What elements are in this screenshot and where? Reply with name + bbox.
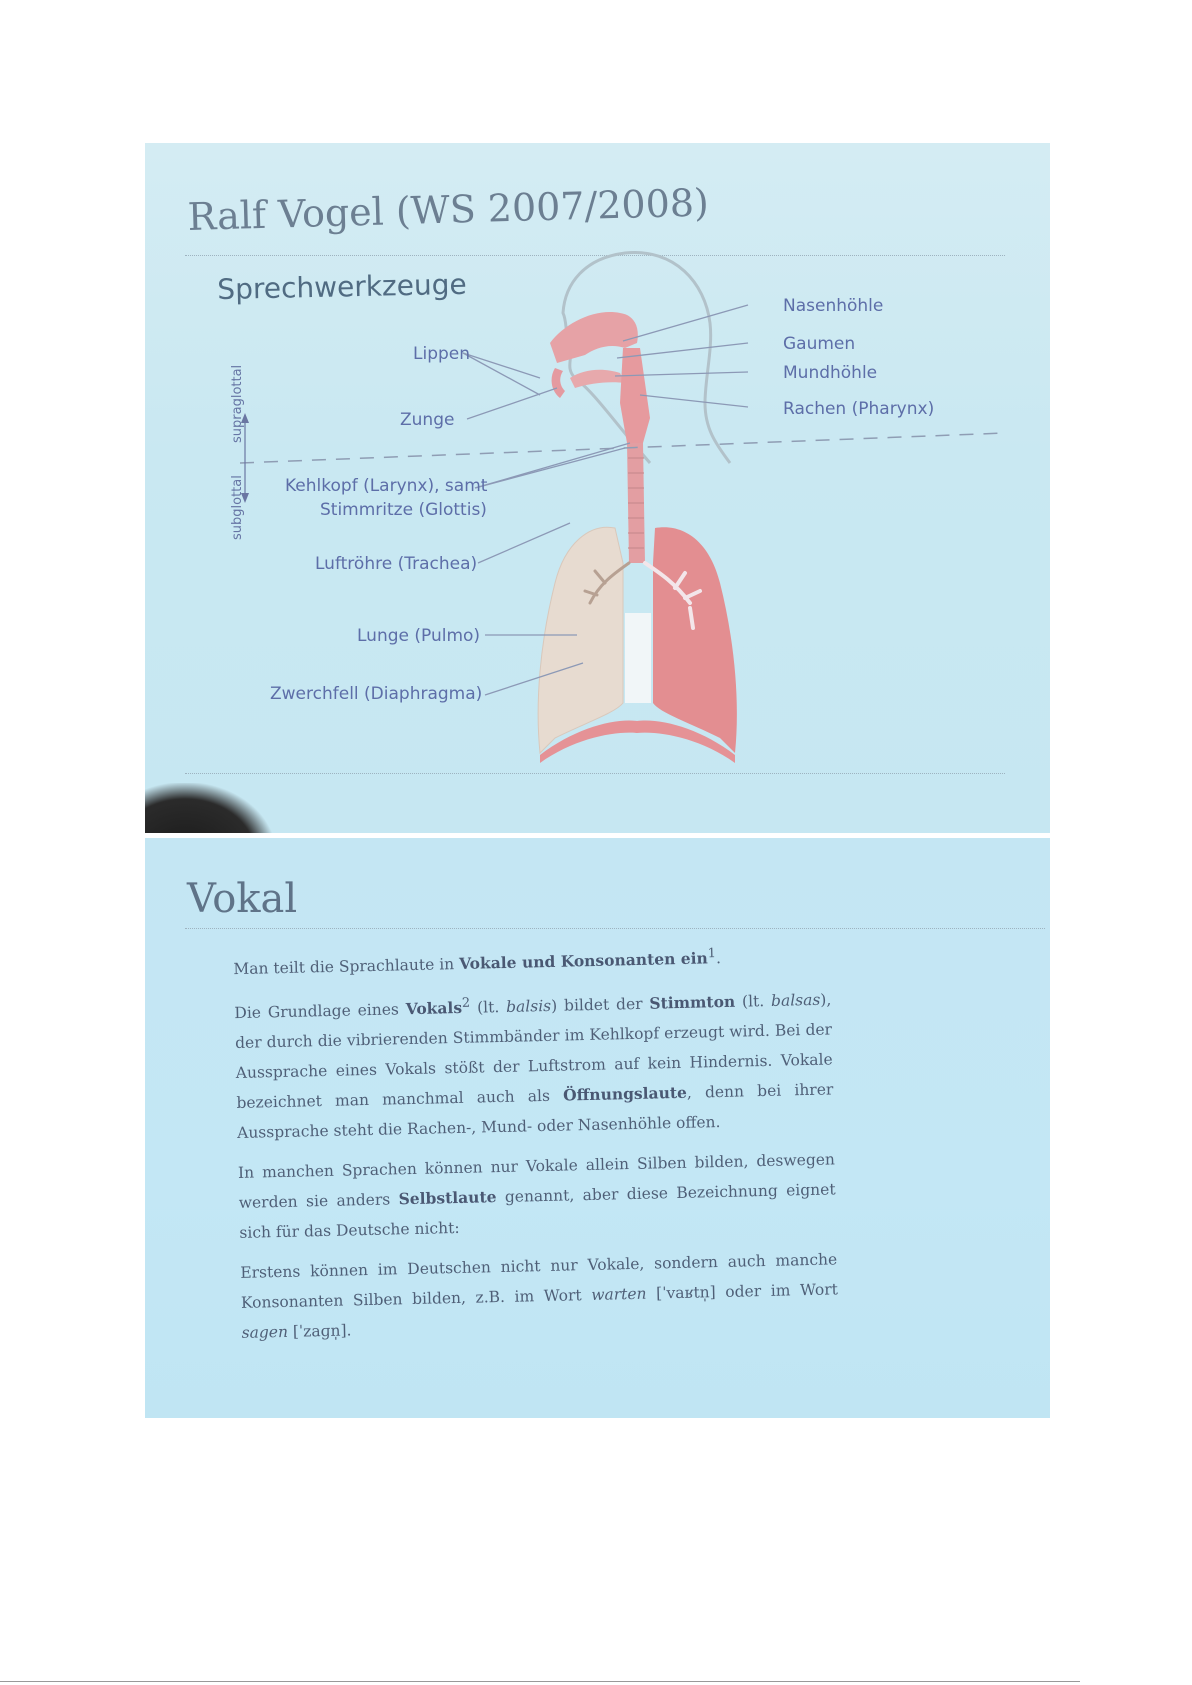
lips xyxy=(552,368,565,398)
footer-divider xyxy=(185,773,1005,774)
label-lippen: Lippen xyxy=(413,344,471,364)
paragraph-4: Erstens können im Deutschen nicht nur Vokale, sondern auch manche Konsonanten Silben bilden, z.B. im Wort warten [ˈvaʁtn̩] oder im Wort sagen [ˈzaɡn̩]. xyxy=(240,1250,839,1343)
label-gaumen: Gaumen xyxy=(783,334,856,354)
page-footer-rule xyxy=(0,1681,1080,1682)
label-kehlkopf: Kehlkopf (Larynx), samt xyxy=(285,476,488,496)
slide-body xyxy=(233,936,839,1358)
paragraph-1: Man teilt die Sprachlaute in Vokale und Konsonanten ein$^1$. xyxy=(233,946,722,979)
audience-head xyxy=(145,783,275,833)
label-lunge: Lunge (Pulmo) xyxy=(357,626,481,646)
label-luftroehre: Luftröhre (Trachea) xyxy=(315,554,478,574)
title-divider xyxy=(185,928,1045,929)
label-stimmritze: Stimmritze (Glottis) xyxy=(320,500,487,520)
paragraph-3: In manchen Sprachen können nur Vokale allein Silben bilden, deswegen werden sie anders Selbstlaute genannt, aber diese Bezeichnung eignet sich für das Deutsche nicht: xyxy=(237,1150,836,1243)
slide-title: Ralf Vogel (WS 2007/2008) xyxy=(187,180,710,239)
label-zwerchfell: Zwerchfell (Diaphragma) xyxy=(270,684,483,704)
lung-left xyxy=(538,527,623,753)
slide-title: Vokal xyxy=(187,876,298,922)
label-zunge: Zunge xyxy=(400,410,455,430)
label-nasenhoehle: Nasenhöhle xyxy=(783,296,884,316)
vocal-tract-diagram xyxy=(145,143,1050,833)
head-outline xyxy=(563,253,730,463)
paragraph-2: Die Grundlage eines Vokals$^2$ (lt. balsis) bildet der Stimmton (lt. balsas), der durch die vibrierenden Stimmbänder im Kehlkopf erzeugt wird. Bei der Aussprache eines Vokals stößt der Luftstrom auf kein Hindernis. Vokale bezeichnet man manchmal auch als Öffnungslaute, denn bei ihrer Aussprache steht die Rachen-, Mund- oder Nasenhöhle offen. xyxy=(234,990,834,1143)
tongue xyxy=(570,370,625,388)
supraglottal-label: supraglottal xyxy=(230,364,245,443)
subglottal-label: subglottal xyxy=(230,475,245,540)
slide-subtitle: Sprechwerkzeuge xyxy=(217,267,467,306)
slide-sprechwerkzeuge xyxy=(145,143,1050,833)
label-mundhoehle: Mundhöhle xyxy=(783,363,878,383)
label-rachen: Rachen (Pharynx) xyxy=(783,399,935,419)
slide-vokal xyxy=(145,838,1050,1418)
lung-right xyxy=(653,527,737,753)
